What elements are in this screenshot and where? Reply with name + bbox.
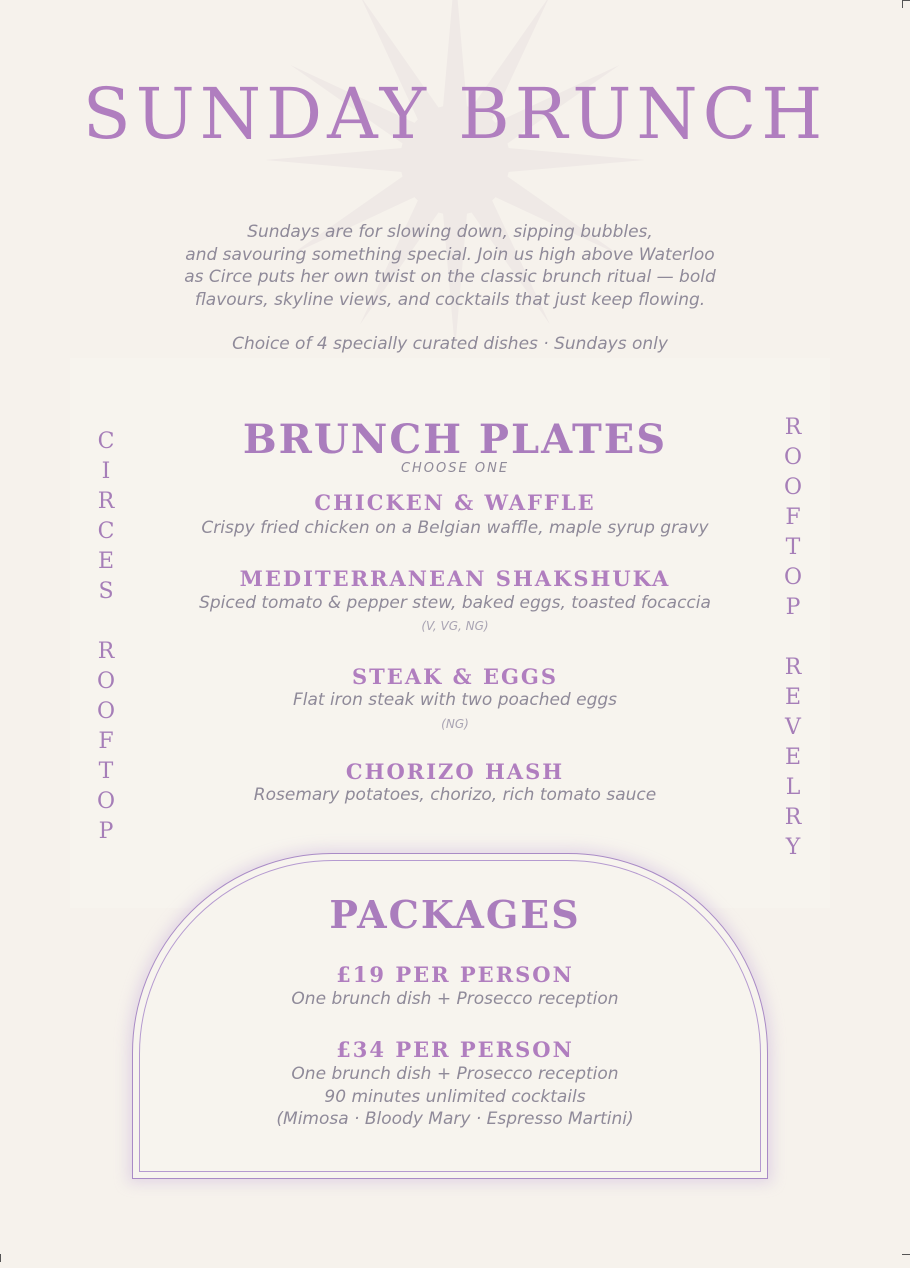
crop-mark [902, 1254, 910, 1255]
crop-mark [0, 1254, 1, 1262]
package-line: One brunch dish + Prosecco reception [291, 1064, 619, 1084]
crop-mark [902, 0, 903, 8]
side-letter: O [783, 475, 803, 500]
packages-title: PACKAGES [329, 892, 581, 937]
dish-description: Flat iron steak with two poached eggs [292, 690, 618, 710]
dish-name: CHORIZO HASH [345, 759, 565, 784]
intro-line: flavours, skyline views, and cocktails that just keep flowing. [194, 289, 706, 310]
package-description [0, 988, 910, 1011]
dish-name: CHICKEN & WAFFLE [314, 490, 596, 515]
side-letter: I [101, 459, 111, 484]
intro-line: and savouring something special. Join us high above Waterloo [185, 244, 715, 265]
side-letter: P [785, 595, 801, 620]
side-letter: R [784, 655, 802, 680]
side-letter: O [783, 445, 803, 470]
side-letter: T [785, 535, 801, 560]
side-letter: C [97, 429, 115, 454]
side-letter: C [97, 519, 115, 544]
side-letter: L [785, 775, 801, 800]
package-price: £19 PER PERSON [336, 962, 574, 987]
crop-mark [902, 0, 910, 1]
side-letter: R [784, 415, 802, 440]
dish-description: Crispy fried chicken on a Belgian waffle, maple syrup gravy [201, 518, 709, 538]
intro-note: Choice of 4 specially curated dishes · Sundays only [232, 334, 668, 354]
intro-text [130, 221, 770, 378]
dish-name: MEDITERRANEAN SHAKSHUKA [239, 566, 671, 591]
dish-diet-tag: (V, VG, NG) [421, 619, 489, 633]
side-letter: Y [785, 835, 801, 860]
side-letter: S [98, 579, 114, 604]
side-letter: O [96, 699, 116, 724]
dish-diet-tag: (NG) [441, 717, 469, 731]
dish-description: Rosemary potatoes, chorizo, rich tomato sauce [253, 785, 657, 805]
side-letter: E [784, 685, 802, 710]
package-description [0, 1063, 910, 1131]
side-letter: P [98, 819, 114, 844]
side-letter: F [785, 505, 801, 530]
package-line: One brunch dish + Prosecco reception [291, 989, 619, 1009]
side-letter: E [97, 549, 115, 574]
side-letter: F [98, 729, 114, 754]
side-letter: R [97, 639, 115, 664]
side-letter: R [784, 805, 802, 830]
choose-one-label: CHOOSE ONE [400, 461, 510, 476]
side-letter: O [783, 565, 803, 590]
dish-name: STEAK & EGGS [352, 664, 558, 689]
side-letter: O [96, 669, 116, 694]
side-letter: R [97, 489, 115, 514]
intro-line: Sundays are for slowing down, sipping bubbles, [247, 222, 653, 242]
side-letter: T [98, 759, 114, 784]
intro-line: as Circe puts her own twist on the classic brunch ritual — bold [184, 267, 716, 287]
package-line: 90 minutes unlimited cocktails [324, 1086, 586, 1107]
brunch-plates-title: BRUNCH PLATES [242, 416, 668, 463]
side-letter: O [96, 789, 116, 814]
side-letter: E [784, 745, 802, 770]
dish-description: Spiced tomato & pepper stew, baked eggs, toasted focaccia [199, 593, 711, 613]
side-letter: V [785, 715, 801, 740]
package-price: £34 PER PERSON [336, 1037, 574, 1062]
page-title: SUNDAY BRUNCH [82, 73, 828, 155]
package-line: (Mimosa · Bloody Mary · Espresso Martini) [276, 1109, 634, 1129]
